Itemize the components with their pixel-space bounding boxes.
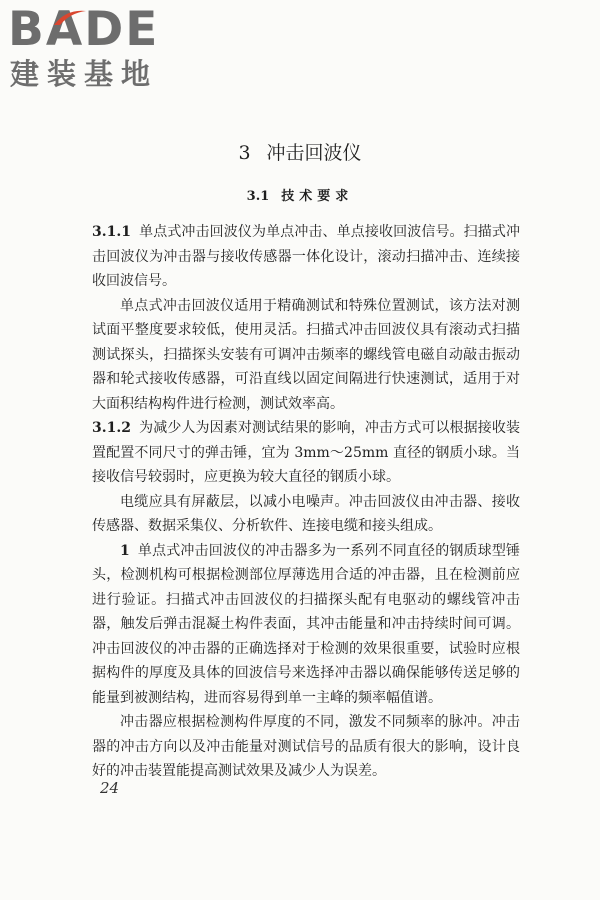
- body-text: [92, 220, 520, 784]
- paragraph: [92, 220, 520, 294]
- clause-number: 3.1.1: [92, 224, 131, 240]
- logo-swoosh-icon: [52, 7, 88, 27]
- paragraph: [92, 490, 520, 539]
- chapter-title: 冲击回波仪: [266, 142, 362, 164]
- chapter-number: 3: [238, 142, 251, 164]
- section-number: 3.1: [246, 189, 270, 204]
- paragraph: [92, 294, 520, 417]
- paragraph: [92, 539, 520, 711]
- paragraph-text: 单点式冲击回波仪适用于精确测试和特殊位置测试，该方法对测试面平整度要求较低，使用灵活。扫描式冲击回波仪具有滚动式扫描测试探头，扫描探头安装有可调冲击频率的螺线管电磁自动敲击振动器和轮式接收传感器，可沿直线以固定间隔进行快速测试，适用于对大面积结构构件进行检测，测试效率高。: [92, 297, 520, 412]
- paragraph-text: 冲击器应根据检测构件厚度的不同，激发不同频率的脉冲。冲击器的冲击方向以及冲击能量对测试信号的品质有很大的影响，设计良好的冲击装置能提高测试效果及减少人为误差。: [92, 714, 520, 779]
- logo-subtitle: 建装基地: [10, 57, 159, 91]
- bade-logo: [8, 2, 178, 91]
- paragraph-text: 单点式冲击回波仪为单点冲击、单点接收回波信号。扫描式冲击回波仪为冲击器与接收传感器一体化设计，滚动扫描冲击、连续接收回波信号。: [92, 224, 520, 289]
- paragraph-text: 电缆应具有屏蔽层，以减小电噪声。冲击回波仪由冲击器、接收传感器、数据采集仪、分析软件、连接电缆和接头组成。: [92, 493, 520, 534]
- paragraph-text: 单点式冲击回波仪的冲击器多为一系列不同直径的钢质球型锤头，检测机构可根据检测部位厚薄选用合适的冲击器，且在检测前应进行验证。扫描式冲击回波仪的扫描探头配有电驱动的螺线管冲击器，触发后弹击混凝土构件表面，其冲击能量和冲击持续时间可调。冲击回波仪的冲击器的正确选择对于检测的效果很重要，试验时应根据构件的厚度及具体的回波信号来选择冲击器以确保能够传送足够的能量到被测结构，进而容易得到单一主峰的频率幅值谱。: [92, 542, 520, 706]
- paragraph: [92, 416, 520, 490]
- section-heading: [0, 187, 600, 207]
- paragraph-text: 为减少人为因素对测试结果的影响，冲击方式可以根据接收装置配置不同尺寸的弹击锤，宜为 3mm～25mm 直径的钢质小球。当接收信号较弱时，应更换为较大直径的钢质小球。: [92, 420, 520, 485]
- clause-number: 3.1.2: [92, 420, 131, 436]
- section-title: 技术要求: [281, 189, 354, 204]
- page-number: 24: [100, 779, 120, 797]
- logo-brand-text: BADE: [8, 2, 160, 57]
- chapter-heading: [0, 140, 600, 166]
- item-number: 1: [120, 542, 130, 559]
- paragraph: [92, 710, 520, 784]
